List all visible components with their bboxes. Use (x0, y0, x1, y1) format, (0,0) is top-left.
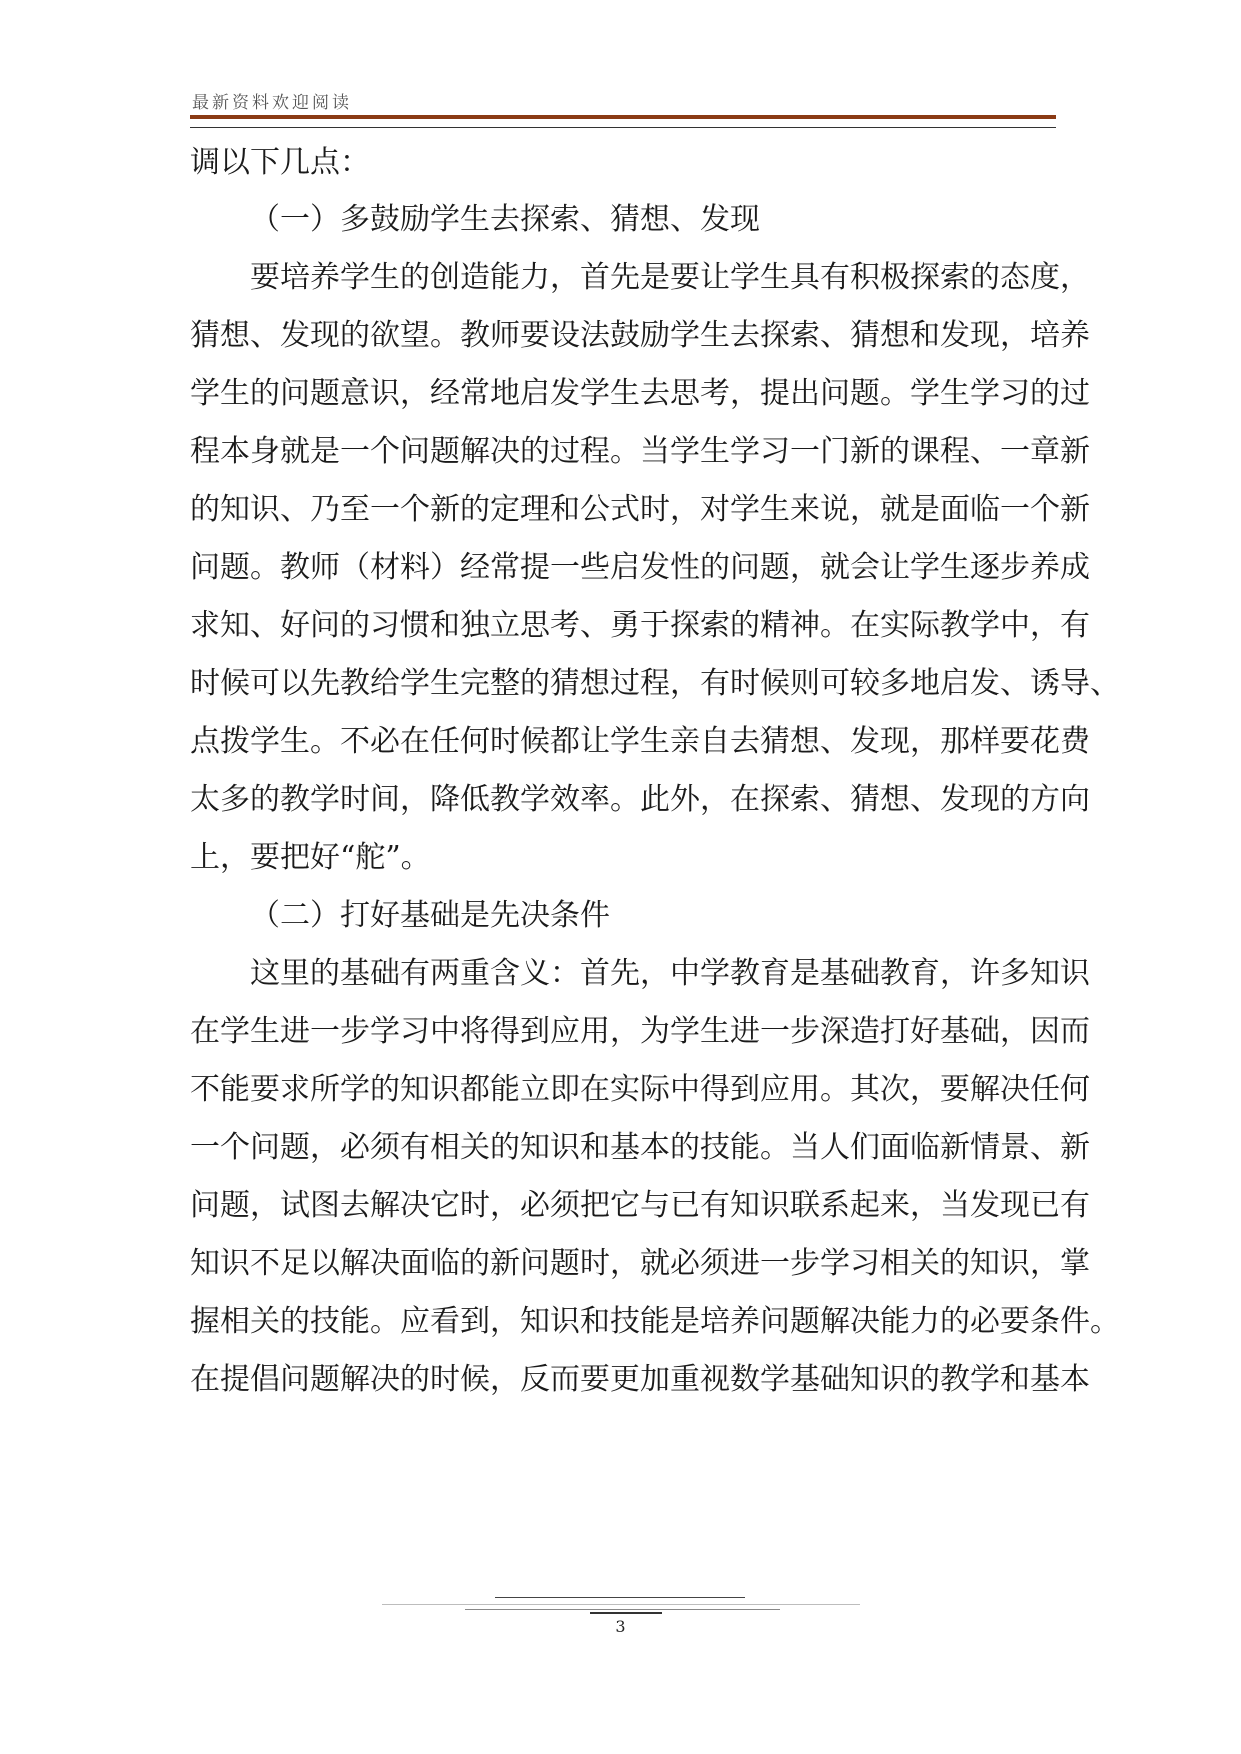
page-number: 3 (615, 1617, 626, 1636)
paragraph-line: 求知、好问的习惯和独立思考、勇于探索的精神。在实际教学中，有 (190, 608, 1090, 643)
footer-rule (590, 1612, 662, 1614)
paragraph-line: 调以下几点： (190, 145, 370, 180)
header-rule-thick (190, 115, 1056, 119)
paragraph-line: 学生的问题意识，经常地启发学生去思考，提出问题。学生学习的过 (190, 376, 1090, 411)
section-heading: （二）打好基础是先决条件 (250, 898, 610, 933)
paragraph-line: 不能要求所学的知识都能立即在实际中得到应用。其次，要解决任何 (190, 1072, 1090, 1107)
paragraph-line: 问题。教师（材料）经常提一些启发性的问题，就会让学生逐步养成 (190, 550, 1090, 585)
footer-rule (495, 1597, 745, 1598)
footer-rule (465, 1609, 780, 1610)
header-rule-thin (190, 127, 1056, 128)
paragraph-line: 在学生进一步学习中将得到应用，为学生进一步深造打好基础，因而 (190, 1014, 1090, 1049)
footer-rule (382, 1604, 860, 1605)
paragraph-line: 猜想、发现的欲望。教师要设法鼓励学生去探索、猜想和发现，培养 (190, 318, 1090, 353)
section-heading: （一）多鼓励学生去探索、猜想、发现 (250, 202, 760, 237)
paragraph-line: 握相关的技能。应看到，知识和技能是培养问题解决能力的必要条件。 (190, 1304, 1120, 1339)
paragraph-line: 在提倡问题解决的时候，反而要更加重视数学基础知识的教学和基本 (190, 1362, 1090, 1397)
paragraph-line: 时候可以先教给学生完整的猜想过程，有时候则可较多地启发、诱导、 (190, 666, 1120, 701)
paragraph-line: 程本身就是一个问题解决的过程。当学生学习一门新的课程、一章新 (190, 434, 1090, 469)
header-title: 最新资料欢迎阅读 (192, 93, 352, 113)
paragraph-line: 上，要把好“舵”。 (190, 840, 431, 875)
paragraph-line: 一个问题，必须有相关的知识和基本的技能。当人们面临新情景、新 (190, 1130, 1090, 1165)
paragraph-line: 太多的教学时间，降低教学效率。此外，在探索、猜想、发现的方向 (190, 782, 1090, 817)
paragraph-line: 要培养学生的创造能力，首先是要让学生具有积极探索的态度， (250, 260, 1090, 295)
paragraph-line: 问题，试图去解决它时，必须把它与已有知识联系起来，当发现已有 (190, 1188, 1090, 1223)
paragraph-line: 知识不足以解决面临的新问题时，就必须进一步学习相关的知识，掌 (190, 1246, 1090, 1281)
paragraph-line: 点拨学生。不必在任何时候都让学生亲自去猜想、发现，那样要花费 (190, 724, 1090, 759)
paragraph-line: 的知识、乃至一个新的定理和公式时，对学生来说，就是面临一个新 (190, 492, 1090, 527)
paragraph-line: 这里的基础有两重含义：首先，中学教育是基础教育，许多知识 (250, 956, 1090, 991)
